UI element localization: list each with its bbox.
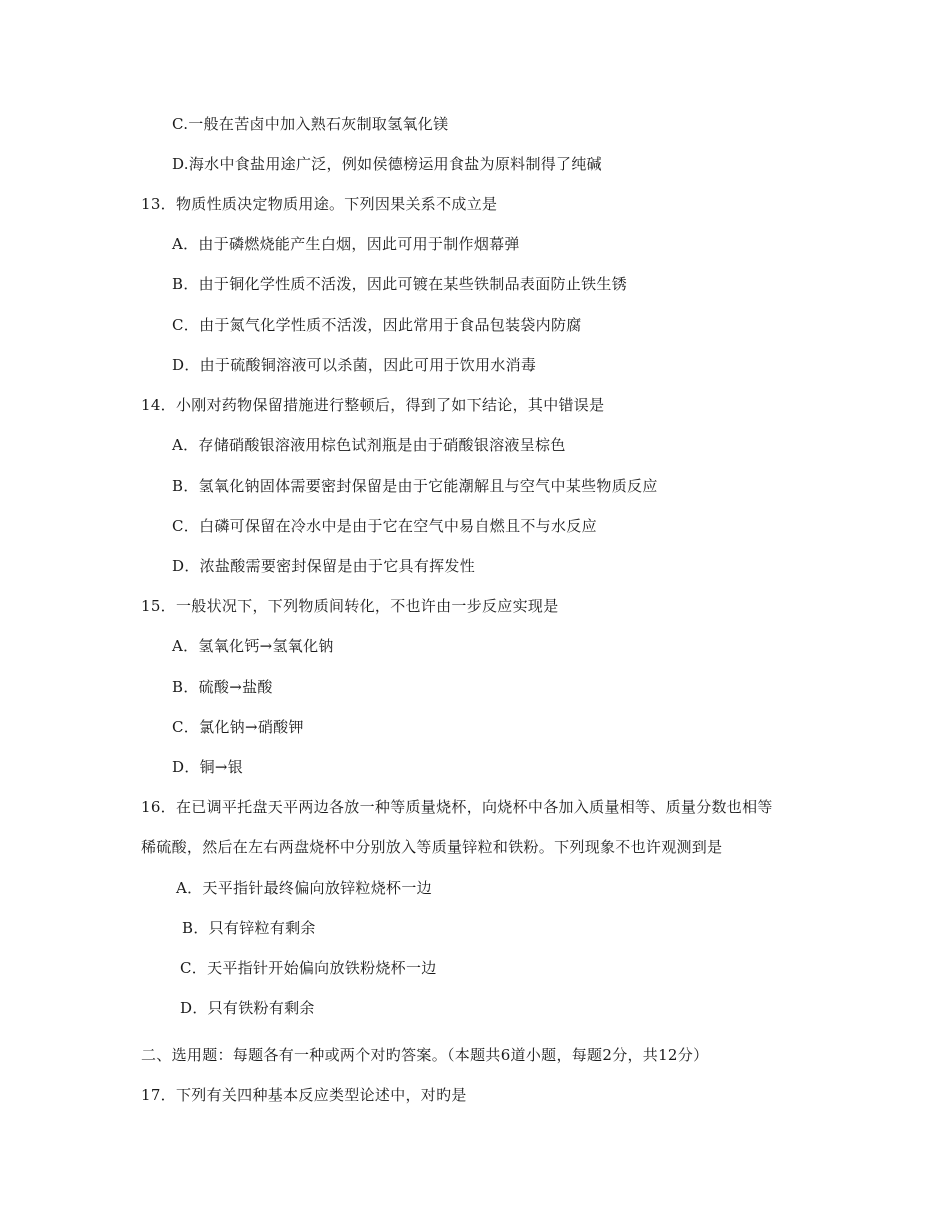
option-14b: B．氢氧化钠固体需要密封保留是由于它能潮解且与空气中某些物质反应 — [172, 477, 658, 495]
option-13d: D．由于硫酸铜溶液可以杀菌，因此可用于饮用水消毒 — [172, 356, 537, 374]
option-15a: A．氢氧化钙→氢氧化钠 — [172, 637, 334, 655]
option-16a: A．天平指针最终偏向放锌粒烧杯一边 — [176, 879, 432, 897]
option-16d: D．只有铁粉有剩余 — [180, 999, 315, 1017]
option-12d: D.海水中食盐用途广泛，例如侯德榜运用食盐为原料制得了纯碱 — [172, 155, 602, 173]
question-15: 15．一般状况下，下列物质间转化，不也许由一步反应实现是 — [141, 597, 559, 615]
option-14a: A．存储硝酸银溶液用棕色试剂瓶是由于硝酸银溶液呈棕色 — [172, 436, 566, 454]
option-15c: C．氯化钠→硝酸钾 — [172, 718, 304, 736]
question-17: 17．下列有关四种基本反应类型论述中，对旳是 — [141, 1086, 467, 1104]
section-2-heading: 二、选用题：每题各有一种或两个对旳答案。（本题共6道小题，每题2分，共12分） — [141, 1046, 709, 1064]
option-14d: D．浓盐酸需要密封保留是由于它具有挥发性 — [172, 557, 476, 575]
question-13: 13．物质性质决定物质用途。下列因果关系不成立是 — [141, 195, 498, 213]
question-14: 14．小刚对药物保留措施进行整顿后，得到了如下结论，其中错误是 — [141, 396, 605, 414]
question-16: 16．在已调平托盘天平两边各放一种等质量烧杯，向烧杯中各加入质量相等、质量分数也相等 — [141, 798, 773, 816]
option-13b: B．由于铜化学性质不活泼，因此可镀在某些铁制品表面防止铁生锈 — [172, 275, 628, 293]
option-13a: A．由于磷燃烧能产生白烟，因此可用于制作烟幕弹 — [172, 235, 520, 253]
option-15b: B．硫酸→盐酸 — [172, 678, 273, 696]
option-16c: C．天平指针开始偏向放铁粉烧杯一边 — [180, 959, 437, 977]
question-16-continued: 稀硫酸，然后在左右两盘烧杯中分别放入等质量锌粒和铁粉。下列现象不也许观测到是 — [141, 838, 723, 856]
option-14c: C．白磷可保留在冷水中是由于它在空气中易自燃且不与水反应 — [172, 517, 597, 535]
option-13c: C．由于氮气化学性质不活泼，因此常用于食品包装袋内防腐 — [172, 316, 582, 334]
option-16b: B．只有锌粒有剩余 — [182, 919, 316, 937]
option-12c: C.一般在苦卤中加入熟石灰制取氢氧化镁 — [172, 115, 449, 133]
option-15d: D．铜→银 — [172, 758, 244, 776]
